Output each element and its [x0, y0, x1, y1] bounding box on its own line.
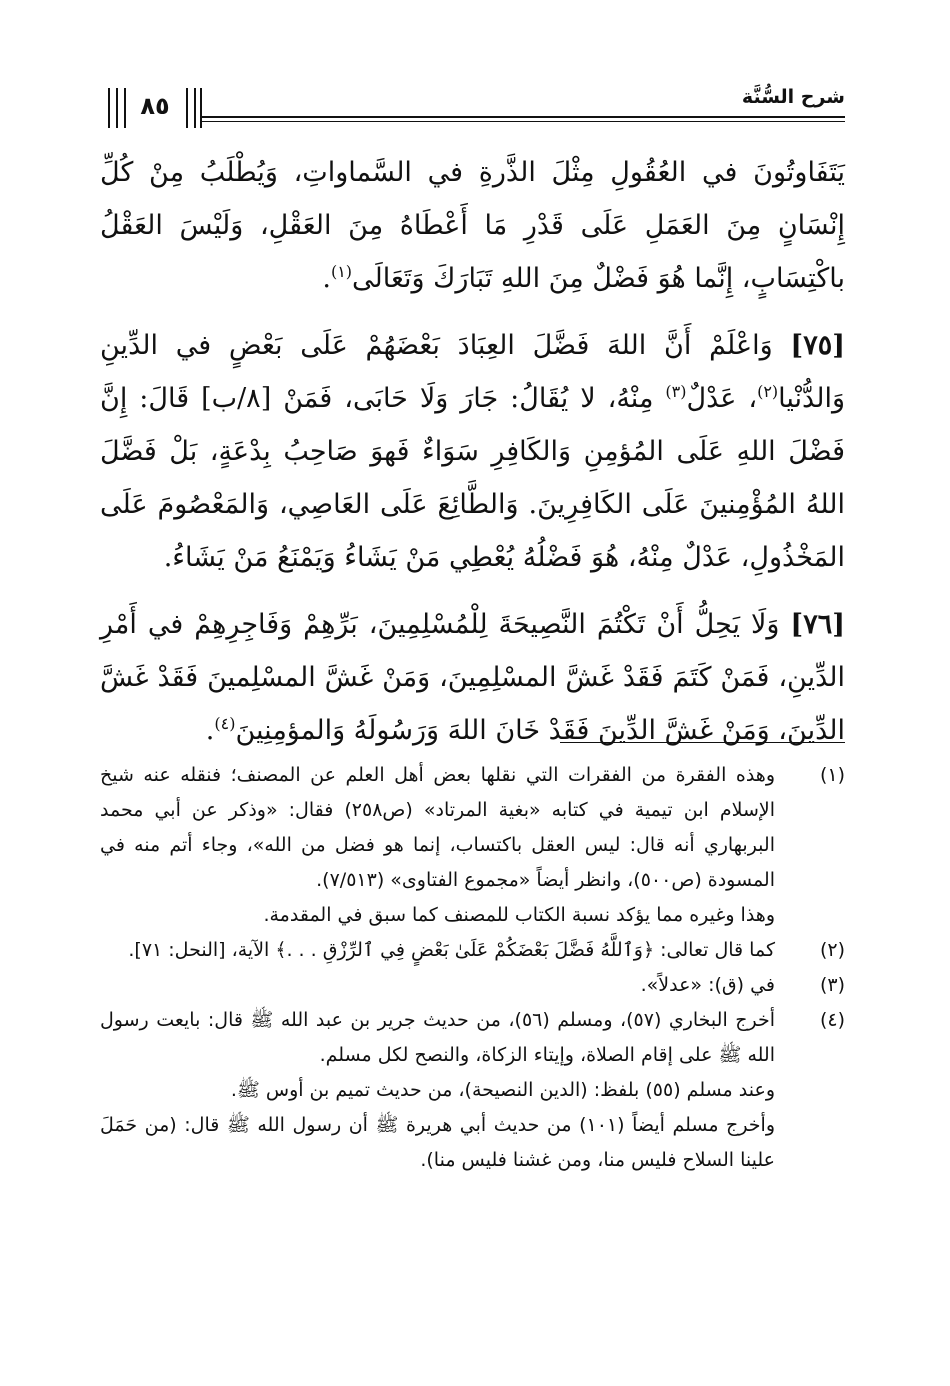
footnote-1-continuation: وهذا وغيره مما يؤكد نسبة الكتاب للمصنف كما سبق في المقدمة.	[263, 904, 775, 926]
ornament-bar	[116, 88, 118, 128]
footnote-text: أخرج البخاري (٥٧)، ومسلم (٥٦)، من حديث جرير بن عبد الله ﷺ قال: بايعت رسول الله ﷺ على إقام الصلاة، وإيتاء الزكاة، والنصح لكل مسلم.	[100, 1009, 775, 1066]
footnote-text: في (ق): «عدلاً».	[640, 974, 775, 996]
paragraph-76	[100, 598, 845, 757]
footnote-4	[100, 1003, 845, 1073]
paragraph-75	[100, 319, 845, 584]
footnote-2	[100, 933, 845, 968]
header-rule	[200, 116, 845, 118]
main-text	[100, 146, 845, 771]
running-title: شرح السُّنَّة	[741, 86, 845, 108]
paragraph-end: .	[205, 715, 215, 746]
footnote-text: وهذه الفقرة من الفقرات التي نقلها بعض أهل العلم عن المصنف؛ فنقله عنه شيخ الإسلام ابن تيمية في كتابه «بغية المرتاد» (ص٢٥٨) فقال: «وذكر عن أبي محمد البربهاري أنه قال: ليس العقل باكتساب، إنما هو فضل من الله»، وجاء أتم منه في المسودة (ص٥٠٠)، وانظر أيضاً «مجموع الفتاوى» (٧/٥١٣).	[100, 764, 775, 891]
footnote-number: (٢)	[819, 939, 845, 961]
ornament-bar	[124, 88, 126, 128]
footnote-number: (٤)	[819, 1009, 845, 1031]
page-header	[100, 78, 845, 128]
ornament-bar	[108, 88, 110, 128]
footnotes	[100, 758, 845, 1178]
footnote-4-continuation: وعند مسلم (٥٥) بلفظ: (الدين النصيحة)، من حديث تميم بن أوس ﷺ.	[230, 1079, 775, 1101]
footnote-ref[interactable]: (٣)	[665, 382, 687, 401]
footnote-1	[100, 758, 845, 898]
paragraph-number: [٧٦]	[790, 609, 845, 640]
header-rule-thin	[200, 121, 845, 122]
paragraph-continuation	[100, 146, 845, 305]
paragraph-number: [٧٥]	[790, 330, 845, 361]
footnote-3	[100, 968, 845, 1003]
paragraph-text: يَتَفَاوتُونَ في العُقُولِ مِثْلَ الذَّرةِ في السَّماواتِ، وَيُطْلَبُ مِنْ كُلِّ إِنْسَانٍ مِنَ العَمَلِ عَلَى قَدْرِ مَا أَعْطَاهُ مِنَ العَقْلِ، وَلَيْسَ العَقْلُ باكْتِسَابٍ، إِنَّما هُوَ فَضْلٌ مِنَ اللهِ تَبَارَكَ وَتَعَالَى	[100, 157, 845, 294]
footnote-number: (١)	[819, 764, 845, 786]
ornament-bar	[186, 88, 188, 128]
footnote-ref[interactable]: (١)	[330, 262, 353, 281]
footnote-separator	[560, 742, 845, 743]
footnote-ref[interactable]: (٤)	[214, 714, 236, 733]
paragraph-text: ، عَدْلٌ	[686, 383, 758, 414]
footnote-ref[interactable]: (٢)	[757, 382, 779, 401]
footnote-text: كما قال تعالى: ﴿وَٱللَّهُ فَضَّلَ بَعْضَكُمْ عَلَىٰ بَعْضٍ فِي ٱلرِّزْقِ . . .﴾ الآية، [النحل: ٧١].	[128, 939, 775, 961]
footnote-number: (٣)	[819, 974, 845, 996]
ornament-bar	[194, 88, 196, 128]
page-number: ٨٥	[140, 92, 170, 120]
footnote-4-continuation: وأخرج مسلم أيضاً (١٠١) من حديث أبي هريرة ﷺ أن رسول الله ﷺ قال: (من حَمَلَ علينا السلاح فليس منا، ومن غشنا فليس منا).	[100, 1114, 776, 1171]
paragraph-text: وَاعْلَمْ أَنَّ اللهَ فَضَّلَ العِبَادَ بَعْضَهُمْ عَلَى بَعْضٍ في الدِّينِ وَالدُّنْيا	[100, 330, 845, 414]
page-number-box	[100, 88, 200, 128]
paragraph-text: وَلَا يَحِلُّ أَنْ تَكْتُمَ النَّصِيحَةَ لِلْمُسْلِمِينَ، بَرِّهِمْ وَفَاجِرِهِمْ في أَمْرِ الدِّينِ، فَمَنْ كَتَمَ فَقَدْ غَشَّ المسْلِمِينَ، وَمَنْ غَشَّ المسْلِمينَ فَقَدْ غَشَّ الدِّينَ، وَمَنْ غَشَّ الدِّينَ فَقَدْ خَانَ اللهَ وَرَسُولَهُ وَالمؤمِنِينَ	[100, 609, 845, 746]
paragraph-text: مِنْهُ، لا يُقَالُ: جَارَ وَلَا حَابَى، فَمَنْ [٨/ب] قَالَ: إِنَّ فَضْلَ اللهِ عَلَى المُؤمِنِ وَالكَافِرِ سَوَاءٌ فَهوَ صَاحِبُ بِدْعَةٍ، بَلْ فَضَّلَ اللهُ المُؤْمِنينَ عَلَى الكَافِرِينَ. وَالطَّائِعَ عَلَى العَاصِي، وَالمَعْصُومَ عَلَى المَخْذُولِ، عَدْلٌ مِنْهُ، هُوَ فَضْلُهُ يُعْطِي مَنْ يَشَاءُ وَيَمْنَعُ مَنْ يَشَاءُ.	[100, 383, 845, 573]
paragraph-end: .	[322, 263, 331, 294]
ornament-bar	[200, 88, 202, 128]
